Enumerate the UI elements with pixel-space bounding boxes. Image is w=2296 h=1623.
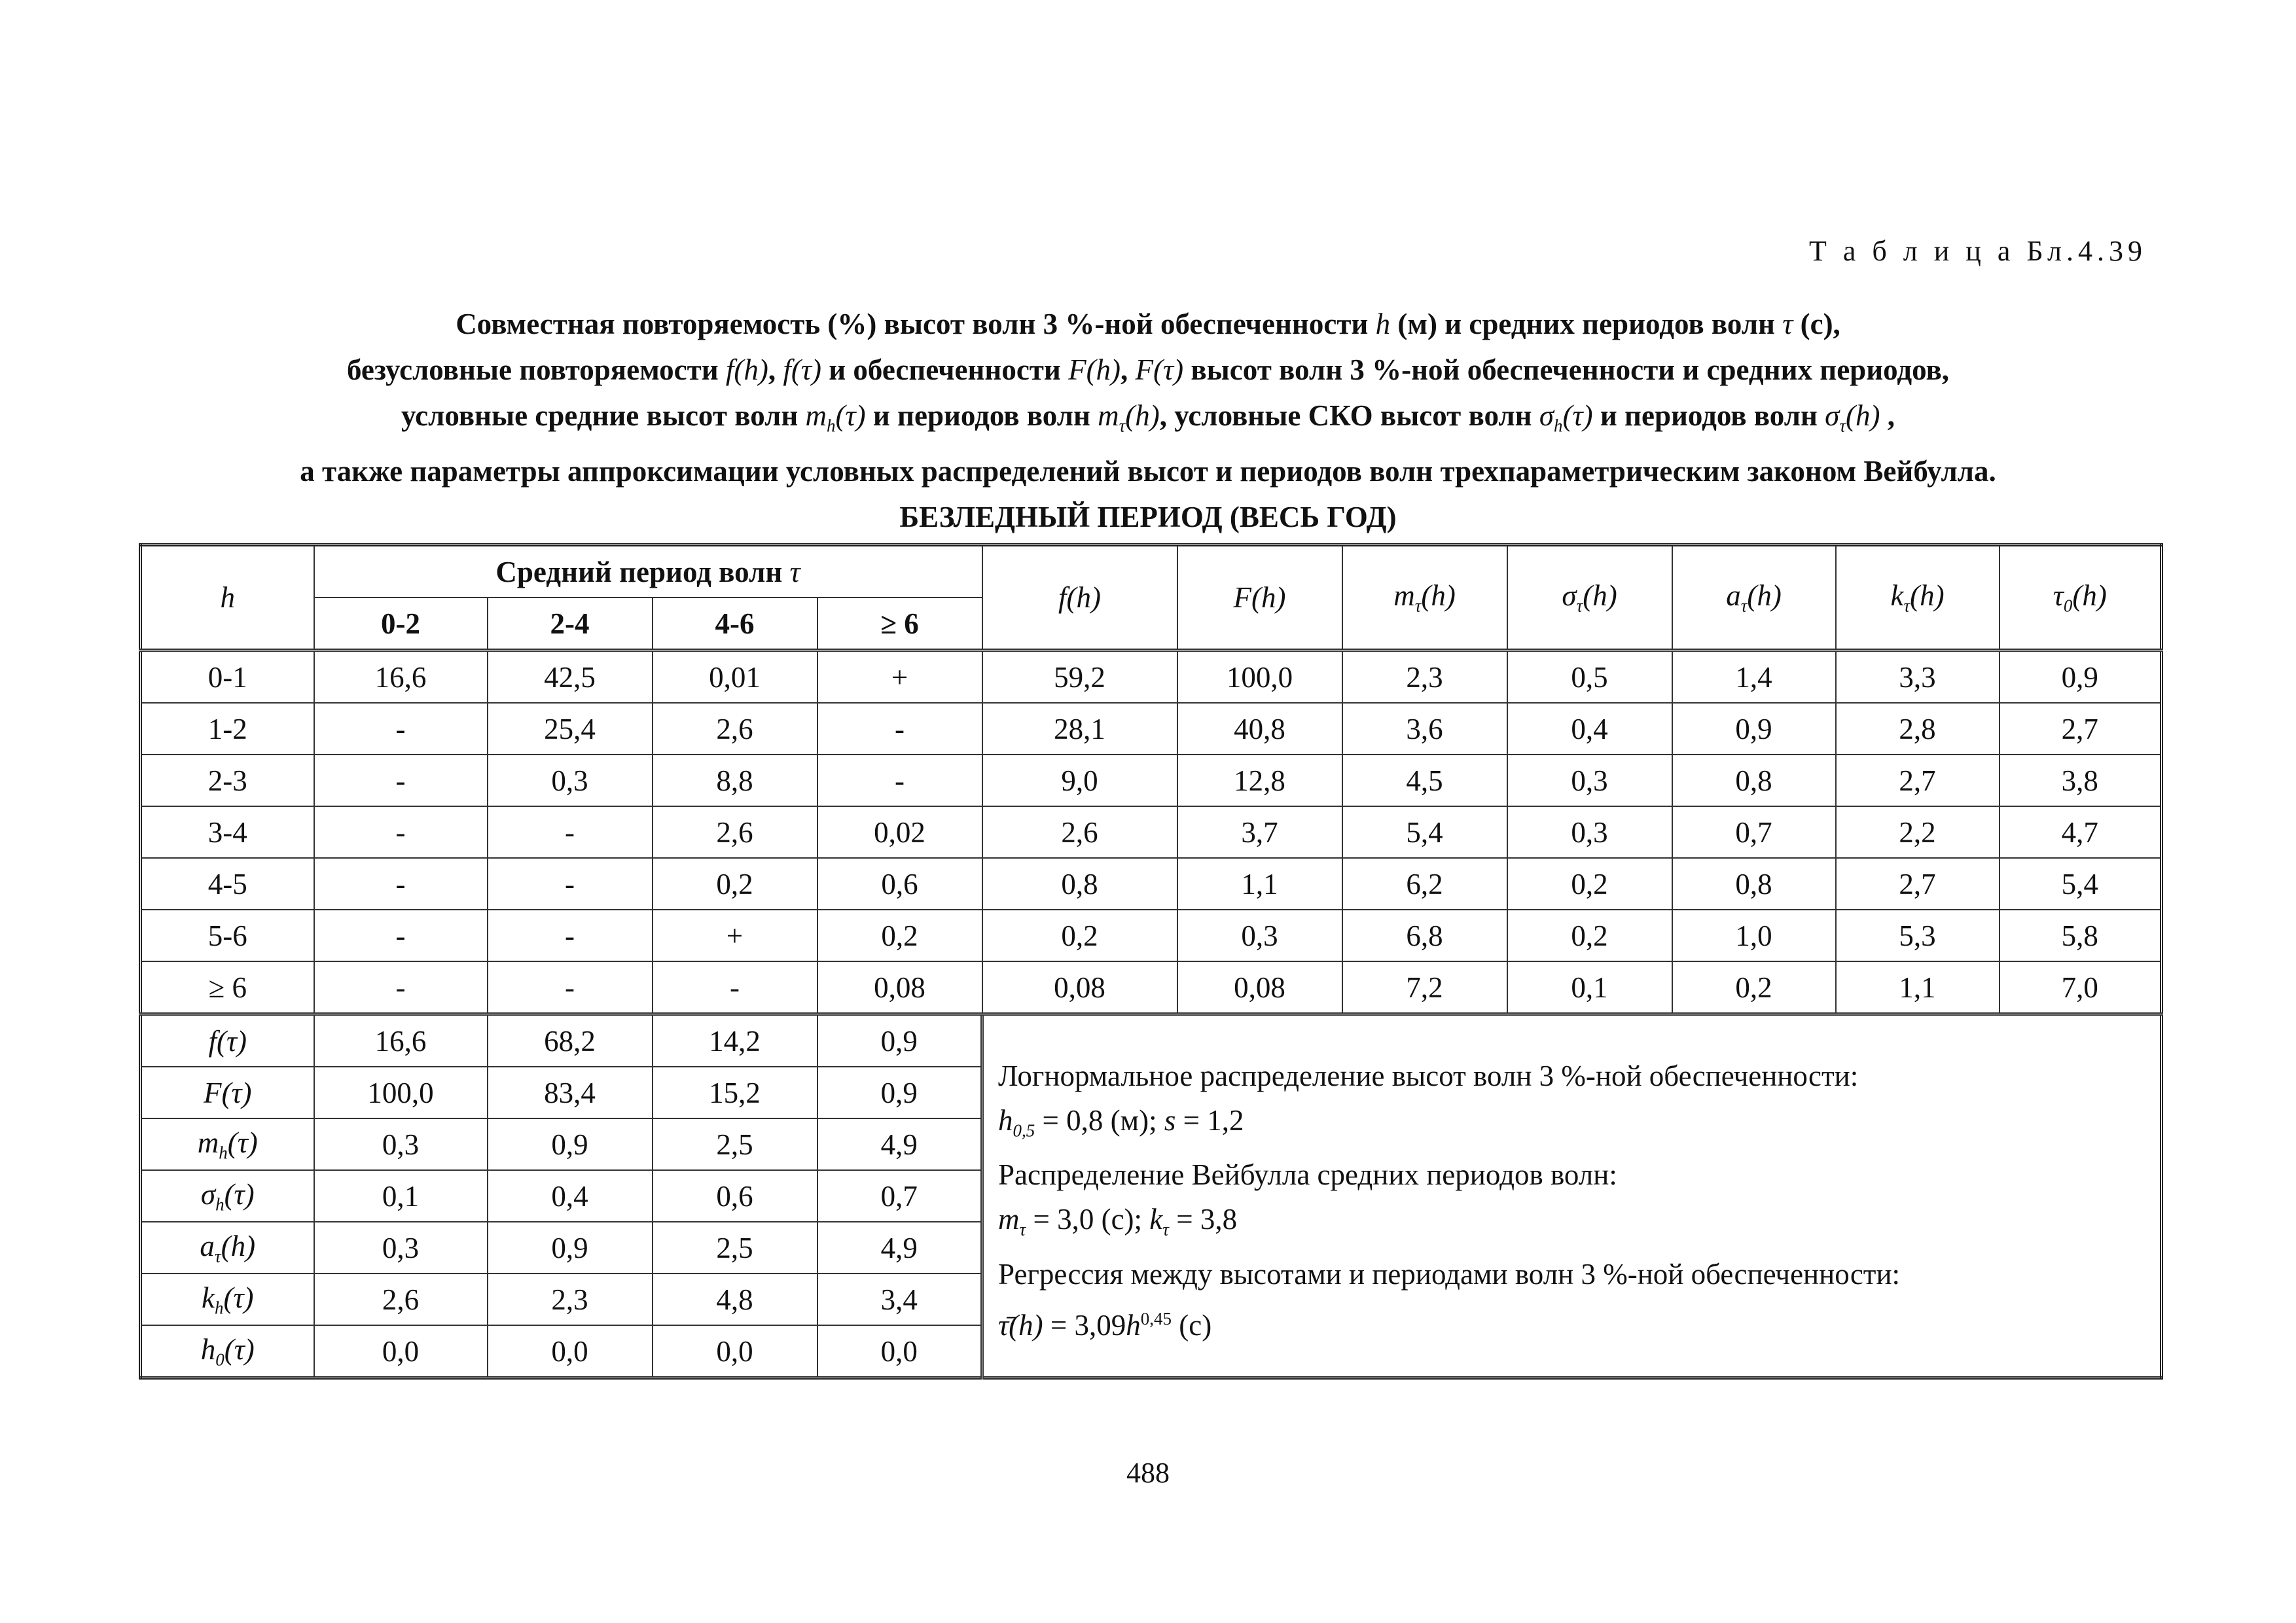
cell-t0: 2,7 xyxy=(2000,703,2162,755)
cell-s: 0,5 xyxy=(1507,651,1672,704)
cell-t0: 3,8 xyxy=(2000,755,2162,806)
cell-m: 4,5 xyxy=(1342,755,1507,806)
bottom-cell: 16,6 xyxy=(314,1014,488,1067)
table-row xyxy=(141,806,2162,858)
cell-k: 2,8 xyxy=(1836,703,2000,755)
bottom-cell: 0,3 xyxy=(314,1222,488,1274)
cell-t0: 5,4 xyxy=(2000,858,2162,910)
cell-c3: 2,6 xyxy=(653,703,817,755)
cell-s: 0,2 xyxy=(1507,858,1672,910)
cell-c3: + xyxy=(653,910,817,961)
wave-statistics-table xyxy=(139,543,2163,1380)
table-title xyxy=(0,301,2296,540)
header-k-tau: $k_\tau(h)$ xyxy=(1836,545,2000,651)
header-Fh: F(h) xyxy=(1177,545,1342,651)
bottom-cell: 2,6 xyxy=(314,1274,488,1325)
cell-c1: - xyxy=(314,910,488,961)
bottom-cell: 83,4 xyxy=(488,1067,653,1118)
cell-fh: 2,6 xyxy=(982,806,1177,858)
cell-Fh: 12,8 xyxy=(1177,755,1342,806)
bottom-cell: 0,4 xyxy=(488,1170,653,1222)
header-h: h xyxy=(141,545,314,651)
cell-m: 5,4 xyxy=(1342,806,1507,858)
bottom-cell: 0,3 xyxy=(314,1118,488,1170)
cell-c3: 8,8 xyxy=(653,755,817,806)
bottom-cell: 2,3 xyxy=(488,1274,653,1325)
cell-c1: - xyxy=(314,703,488,755)
bottom-cell: 68,2 xyxy=(488,1014,653,1067)
cell-h: 3-4 xyxy=(141,806,314,858)
cell-k: 5,3 xyxy=(1836,910,2000,961)
table-row xyxy=(141,755,2162,806)
row-label-h0: $h_0(\tau)$ xyxy=(141,1325,314,1378)
bottom-cell: 0,0 xyxy=(653,1325,817,1378)
cell-Fh: 0,3 xyxy=(1177,910,1342,961)
row-label-sigma-h: $\sigma_h(\tau)$ xyxy=(141,1170,314,1222)
bottom-cell: 4,8 xyxy=(653,1274,817,1325)
bottom-section xyxy=(141,1014,2162,1378)
table-label: Т а б л и ц а Бл.4.39 xyxy=(1808,235,2147,267)
row-label-f-tau: f(τ) xyxy=(141,1014,314,1067)
cell-a: 1,4 xyxy=(1672,651,1836,704)
header-fh: f(h) xyxy=(982,545,1177,651)
bottom-cell: 14,2 xyxy=(653,1014,817,1067)
cell-c3: - xyxy=(653,961,817,1014)
page-number: 488 xyxy=(1126,1457,1170,1489)
distribution-notes xyxy=(982,1014,2162,1378)
cell-c3: 0,01 xyxy=(653,651,817,704)
row-label-a-tau: $a_\tau(h)$ xyxy=(141,1222,314,1274)
cell-a: 0,2 xyxy=(1672,961,1836,1014)
cell-c2: - xyxy=(488,961,653,1014)
header-section xyxy=(141,545,2162,651)
cell-h: 2-3 xyxy=(141,755,314,806)
cell-m: 6,2 xyxy=(1342,858,1507,910)
cell-c1: - xyxy=(314,858,488,910)
title-line-1: Совместная повторяемость (%) высот волн 3 %-ной обеспеченности h (м) и средних периодов волн τ (с), xyxy=(456,308,1840,340)
bottom-cell: 0,0 xyxy=(488,1325,653,1378)
header-period-2-4: 2-4 xyxy=(488,597,653,651)
lognormal-params: $h_{0,5} = 0,8$ (м); s = 1,2 xyxy=(998,1104,1244,1141)
table-row xyxy=(141,651,2162,704)
cell-c2: 42,5 xyxy=(488,651,653,704)
cell-m: 7,2 xyxy=(1342,961,1507,1014)
cell-c1: - xyxy=(314,755,488,806)
table-row xyxy=(141,961,2162,1014)
cell-s: 0,2 xyxy=(1507,910,1672,961)
bottom-cell: 4,9 xyxy=(817,1118,982,1170)
cell-a: 0,9 xyxy=(1672,703,1836,755)
cell-c4: - xyxy=(817,703,982,755)
header-period-4-6: 4-6 xyxy=(653,597,817,651)
lognormal-title: Логнормальное распределение высот волн 3 %-ной обеспеченности: xyxy=(998,1060,1859,1092)
weibull-params: $m_\tau = 3,0$ (с); $k_\tau = 3,8$ xyxy=(998,1203,1238,1240)
header-tau0: $\tau_0(h)$ xyxy=(2000,545,2162,651)
cell-h: 5-6 xyxy=(141,910,314,961)
cell-c1: - xyxy=(314,961,488,1014)
cell-a: 0,8 xyxy=(1672,858,1836,910)
cell-m: 6,8 xyxy=(1342,910,1507,961)
title-line-3: условные средние высот волн $m_h(\tau)$ и периодов волн $m_\tau(h)$, условные СКО высот волн $\sigma_h(\tau)$ и периодов волн $\sigma_\tau(h)$ , xyxy=(401,399,1895,436)
bottom-cell: 15,2 xyxy=(653,1067,817,1118)
bottom-cell: 0,9 xyxy=(488,1222,653,1274)
row-label-m-h: $m_h(\tau)$ xyxy=(141,1118,314,1170)
cell-h: 0-1 xyxy=(141,651,314,704)
cell-c4: 0,08 xyxy=(817,961,982,1014)
row-label-k-h: $k_h(\tau)$ xyxy=(141,1274,314,1325)
cell-c2: 25,4 xyxy=(488,703,653,755)
cell-h: 1-2 xyxy=(141,703,314,755)
cell-fh: 9,0 xyxy=(982,755,1177,806)
title-line-2: безусловные повторяемости f(h), f(τ) и обеспеченности F(h), F(τ) высот волн 3 %-ной обеспеченности и средних периодов, xyxy=(346,353,1950,386)
bottom-cell: 100,0 xyxy=(314,1067,488,1118)
cell-a: 1,0 xyxy=(1672,910,1836,961)
bottom-cell: 0,6 xyxy=(653,1170,817,1222)
bottom-cell: 0,7 xyxy=(817,1170,982,1222)
row-label-F-tau: F(τ) xyxy=(141,1067,314,1118)
title-line-4: а также параметры аппроксимации условных распределений высот и периодов волн трехпараметрическим законом Вейбулла. xyxy=(300,455,1996,488)
data-section xyxy=(141,651,2162,1014)
header-sigma-tau: $\sigma_\tau(h)$ xyxy=(1507,545,1672,651)
cell-a: 0,7 xyxy=(1672,806,1836,858)
cell-t0: 4,7 xyxy=(2000,806,2162,858)
cell-t0: 5,8 xyxy=(2000,910,2162,961)
cell-k: 3,3 xyxy=(1836,651,2000,704)
cell-s: 0,3 xyxy=(1507,806,1672,858)
regression-title: Регрессия между высотами и периодами волн 3 %-ной обеспеченности: xyxy=(998,1257,1901,1291)
cell-c3: 2,6 xyxy=(653,806,817,858)
table-row xyxy=(141,910,2162,961)
table-row xyxy=(141,703,2162,755)
cell-c4: - xyxy=(817,755,982,806)
regression-formula: τ̄(h) = $3,09h^{0,45}$ (с) xyxy=(998,1308,1212,1342)
bottom-cell: 0,9 xyxy=(488,1118,653,1170)
cell-Fh: 40,8 xyxy=(1177,703,1342,755)
cell-k: 1,1 xyxy=(1836,961,2000,1014)
bottom-cell: 2,5 xyxy=(653,1118,817,1170)
cell-s: 0,3 xyxy=(1507,755,1672,806)
cell-k: 2,7 xyxy=(1836,755,2000,806)
cell-c2: - xyxy=(488,910,653,961)
cell-h: 4-5 xyxy=(141,858,314,910)
header-period-group: Средний период волн τ xyxy=(314,545,982,598)
table-row xyxy=(141,858,2162,910)
cell-c4: 0,2 xyxy=(817,910,982,961)
cell-m: 2,3 xyxy=(1342,651,1507,704)
cell-h: ≥ 6 xyxy=(141,961,314,1014)
cell-k: 2,7 xyxy=(1836,858,2000,910)
cell-fh: 0,08 xyxy=(982,961,1177,1014)
cell-c4: 0,6 xyxy=(817,858,982,910)
cell-c3: 0,2 xyxy=(653,858,817,910)
cell-fh: 0,8 xyxy=(982,858,1177,910)
bottom-cell: 0,9 xyxy=(817,1067,982,1118)
title-line-5: БЕЗЛЕДНЫЙ ПЕРИОД (ВЕСЬ ГОД) xyxy=(899,501,1397,534)
cell-a: 0,8 xyxy=(1672,755,1836,806)
cell-fh: 59,2 xyxy=(982,651,1177,704)
header-a-tau: $a_\tau(h)$ xyxy=(1672,545,1836,651)
bottom-cell: 2,5 xyxy=(653,1222,817,1274)
header-period-ge6: ≥ 6 xyxy=(817,597,982,651)
bottom-cell: 0,9 xyxy=(817,1014,982,1067)
cell-Fh: 100,0 xyxy=(1177,651,1342,704)
header-period-0-2: 0-2 xyxy=(314,597,488,651)
cell-k: 2,2 xyxy=(1836,806,2000,858)
cell-fh: 0,2 xyxy=(982,910,1177,961)
bottom-cell: 4,9 xyxy=(817,1222,982,1274)
cell-t0: 7,0 xyxy=(2000,961,2162,1014)
cell-s: 0,4 xyxy=(1507,703,1672,755)
cell-Fh: 3,7 xyxy=(1177,806,1342,858)
cell-t0: 0,9 xyxy=(2000,651,2162,704)
bottom-cell: 0,0 xyxy=(817,1325,982,1378)
cell-fh: 28,1 xyxy=(982,703,1177,755)
bottom-cell: 0,1 xyxy=(314,1170,488,1222)
bottom-row xyxy=(141,1014,2162,1067)
cell-c2: - xyxy=(488,806,653,858)
cell-c2: 0,3 xyxy=(488,755,653,806)
cell-c1: - xyxy=(314,806,488,858)
cell-Fh: 0,08 xyxy=(1177,961,1342,1014)
cell-c4: 0,02 xyxy=(817,806,982,858)
cell-Fh: 1,1 xyxy=(1177,858,1342,910)
cell-c1: 16,6 xyxy=(314,651,488,704)
bottom-cell: 0,0 xyxy=(314,1325,488,1378)
cell-c4: + xyxy=(817,651,982,704)
cell-c2: - xyxy=(488,858,653,910)
weibull-title: Распределение Вейбулла средних периодов волн: xyxy=(998,1158,1617,1192)
bottom-cell: 3,4 xyxy=(817,1274,982,1325)
header-m-tau: $m_\tau(h)$ xyxy=(1342,545,1507,651)
cell-m: 3,6 xyxy=(1342,703,1507,755)
cell-s: 0,1 xyxy=(1507,961,1672,1014)
